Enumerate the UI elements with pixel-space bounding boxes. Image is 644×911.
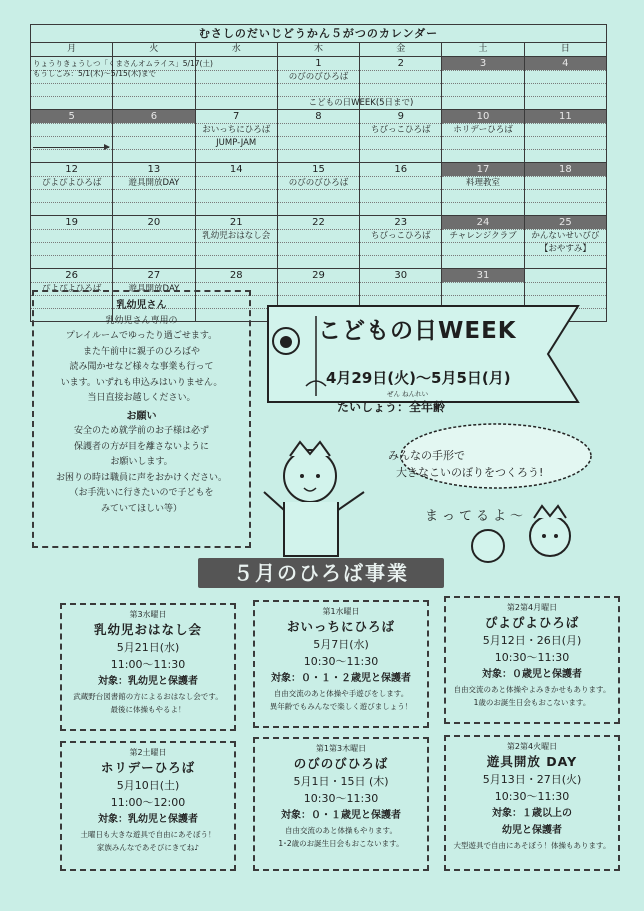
event-name: ぴよぴよひろば	[484, 615, 580, 630]
day-number: 10	[442, 110, 523, 123]
event-time: 10:30〜11:30	[494, 651, 570, 664]
info-line: また午前中に親子のひろばや	[82, 346, 200, 357]
day-number: 22	[312, 217, 325, 228]
calendar-day-cell	[360, 216, 442, 268]
day-number: 19	[65, 217, 78, 228]
day-event	[442, 189, 523, 202]
day-event	[113, 123, 194, 136]
event-weekday: 第3水曜日	[129, 610, 167, 619]
poster-slogan-2: 大きなこいのぼりをつくろう!	[396, 466, 544, 479]
calendar-day-cell	[196, 216, 278, 268]
day-number: 18	[525, 163, 606, 176]
day-event	[525, 83, 606, 96]
day-event	[113, 202, 194, 215]
day-number: 12	[65, 164, 78, 175]
day-event	[525, 136, 606, 149]
calendar-week-row	[31, 216, 606, 269]
event-weekday: 第2第4月曜日	[506, 603, 558, 612]
day-number	[525, 269, 606, 282]
event-target: 対象：０歳児と保護者	[482, 669, 582, 680]
day-number: 27	[147, 270, 161, 281]
day-number: 14	[229, 164, 243, 175]
day-event	[442, 83, 523, 96]
event-note: 土曜日も大きな遊具で自由にあそぼう！	[80, 830, 216, 839]
day-number: 25	[525, 216, 606, 229]
poster-target: たいしょう：全年齢	[337, 400, 446, 414]
event-time: 11:00〜12:00	[110, 796, 186, 809]
day-event: 【おやすみ】	[525, 242, 606, 255]
calendar-day-cell	[442, 110, 524, 162]
poster-slogan-1: みんなの手形で	[388, 449, 465, 462]
event-target: 対象：乳幼児と保護者	[98, 814, 198, 825]
calendar-week-row	[31, 163, 606, 216]
day-event: ホリデーひろば	[442, 123, 523, 136]
calendar-day-cell	[360, 163, 442, 215]
cooking-note-line2: もうしこみ：5/1(木)〜5/15(木)まで	[33, 69, 157, 78]
day-event	[278, 202, 359, 215]
event-weekday: 第1水曜日	[322, 607, 360, 616]
day-event	[31, 255, 112, 268]
event-date: 5月1日・15日 (木)	[293, 775, 389, 788]
calendar-day-cell	[196, 110, 278, 162]
day-event: ぴよぴよひろば	[31, 282, 112, 295]
day-event: 遊具開放DAY	[113, 282, 194, 295]
day-event	[360, 136, 441, 149]
day-event	[360, 202, 441, 215]
info-line: （お手洗いに行きたいので子どもを	[69, 488, 214, 498]
event-name: のびのびひろば	[293, 756, 389, 771]
day-event	[31, 96, 112, 109]
event-name: 乳幼児おはなし会	[93, 622, 202, 637]
event-box	[60, 603, 236, 731]
event-time: 10:30〜11:30	[303, 792, 379, 805]
event-note: 自由交流のあと体操やよみきかせもあります。	[453, 685, 611, 694]
day-number: 31	[442, 269, 523, 282]
info-line: 当日直接お越しください。	[87, 393, 196, 403]
event-note: 自由交流のあと体操もやります。	[285, 826, 397, 835]
day-number: 15	[312, 164, 325, 175]
day-event	[31, 202, 112, 215]
event-name: 遊具開放 DAY	[486, 754, 578, 769]
cooking-note-line1: りょうりきょうしつ「くまさんオムライス」5/17(土)	[33, 59, 213, 68]
day-event	[113, 136, 194, 149]
event-note: 家族みんなであそびにきてね♪	[96, 843, 200, 852]
event-time: 10:30〜11:30	[494, 790, 570, 803]
day-number: 13	[147, 164, 161, 175]
day-event	[360, 176, 441, 189]
event-box	[253, 737, 429, 871]
day-event	[525, 255, 606, 268]
day-event	[278, 83, 359, 96]
day-event	[525, 123, 606, 136]
day-event	[442, 202, 523, 215]
day-event: かんないせいびび	[525, 229, 606, 242]
day-event	[196, 83, 277, 96]
day-event	[442, 149, 523, 162]
span-arrow	[33, 147, 109, 148]
day-event	[360, 149, 441, 162]
event-target: 対象：０・１・２歳児と保護者	[271, 673, 411, 684]
poster-matteru: まってるよ〜	[425, 509, 528, 524]
day-event: 料理教室	[442, 176, 523, 189]
calendar-day-cell	[360, 110, 442, 162]
day-event	[196, 176, 277, 189]
day-event	[31, 189, 112, 202]
info-heading-request: お願い	[126, 410, 157, 422]
calendar-day-cell	[113, 216, 195, 268]
info-line: 読み聞かせなど様々な事業も行って	[69, 362, 214, 372]
info-line: お願いします。	[110, 457, 173, 467]
poster-dates: 4月29日(火)〜5月5日(月)	[326, 369, 511, 387]
day-event	[113, 255, 194, 268]
day-event	[525, 189, 606, 202]
day-number: 1	[315, 58, 322, 69]
day-event	[360, 189, 441, 202]
info-line: 乳幼児さん専用の	[105, 315, 178, 326]
day-event	[525, 176, 606, 189]
event-date: 5月7日(水)	[313, 638, 369, 651]
day-event	[31, 229, 112, 242]
day-event	[278, 229, 359, 242]
day-number: 9	[397, 111, 404, 122]
day-event	[196, 70, 277, 83]
day-event	[442, 242, 523, 255]
day-number: 21	[229, 217, 243, 228]
day-event	[360, 255, 441, 268]
section-title: ５月のひろば事業	[198, 558, 444, 588]
day-event: JUMP-JAM	[196, 136, 277, 149]
info-text-infants	[34, 314, 249, 407]
day-event	[31, 149, 112, 162]
day-number: 7	[233, 111, 240, 122]
calendar-day-cell	[113, 163, 195, 215]
day-number: 16	[394, 164, 408, 175]
day-event: 乳幼児おはなし会	[196, 229, 277, 242]
day-event	[196, 189, 277, 202]
day-number: 28	[229, 270, 243, 281]
calendar-day-cell	[113, 110, 195, 162]
weekday-header	[31, 43, 606, 57]
day-event: のびのびひろば	[278, 176, 359, 189]
weekday-label: 月	[31, 43, 113, 56]
day-number: 26	[65, 270, 78, 281]
weekday-label: 木	[278, 43, 360, 56]
day-number: 11	[525, 110, 606, 123]
event-date: 5月21日(水)	[116, 641, 180, 654]
day-number: 23	[394, 217, 408, 228]
day-number: 24	[442, 216, 523, 229]
info-text-request	[34, 424, 249, 517]
day-number: 29	[312, 270, 325, 281]
weekday-label: 土	[442, 43, 524, 56]
day-number: 30	[394, 270, 408, 281]
weekday-label: 火	[113, 43, 195, 56]
day-event: ぴよぴよひろば	[31, 176, 112, 189]
info-line: みていてほしい等）	[100, 503, 182, 514]
day-event	[196, 202, 277, 215]
day-event	[360, 242, 441, 255]
event-note: 武蔵野台図書館の方によるおはなし会です。	[73, 692, 223, 701]
calendar-day-cell	[442, 57, 524, 109]
day-event: チャレンジクラブ	[442, 229, 523, 242]
day-number: 2	[397, 58, 404, 69]
calendar-day-cell	[525, 110, 606, 162]
calendar-day-cell	[196, 163, 278, 215]
event-box	[444, 596, 620, 724]
day-event	[113, 96, 194, 109]
calendar-title: むさしのだいじどうかん５がつのカレンダー	[31, 25, 606, 43]
weekday-label: 金	[360, 43, 442, 56]
day-event	[113, 242, 194, 255]
event-name: ホリデーひろば	[100, 760, 196, 775]
may-calendar	[30, 24, 607, 322]
infant-info-box	[32, 290, 251, 548]
day-number: 8	[315, 111, 322, 122]
event-date: 5月10日(土)	[116, 779, 180, 792]
calendar-day-cell	[278, 163, 360, 215]
calendar-day-cell	[525, 163, 606, 215]
event-note: 1･2歳のお誕生日会もおこないます。	[278, 839, 404, 848]
day-event	[525, 96, 606, 109]
day-event	[113, 189, 194, 202]
event-note: 1歳のお誕生日会もおこないます。	[473, 698, 591, 707]
weekday-label: 水	[196, 43, 278, 56]
event-box	[444, 735, 620, 871]
day-event	[31, 83, 112, 96]
day-number: 17	[442, 163, 523, 176]
day-event	[442, 96, 523, 109]
day-event	[196, 149, 277, 162]
event-target: 幼児と保護者	[502, 825, 562, 836]
info-line: 安全のため就学前のお子様は必ず	[73, 426, 209, 436]
event-time: 11:00〜11:30	[110, 658, 186, 671]
event-target: 対象：１歳以上の	[492, 808, 572, 819]
day-event	[278, 282, 359, 295]
day-number: 5	[31, 110, 112, 123]
day-event	[113, 149, 194, 162]
day-event	[442, 70, 523, 83]
day-event	[196, 242, 277, 255]
info-line: プレイルームでゆったり過ごせます。	[65, 331, 218, 341]
calendar-day-cell	[31, 163, 113, 215]
day-event	[113, 83, 194, 96]
info-line: 保護者の方が目を離さないように	[73, 441, 209, 452]
info-heading-infants: 乳幼児さん	[116, 300, 167, 311]
day-event	[525, 70, 606, 83]
calendar-day-cell	[31, 110, 113, 162]
day-event	[525, 282, 606, 295]
day-event	[360, 83, 441, 96]
day-event: ちびっこひろば	[360, 123, 441, 136]
day-event: 遊具開放DAY	[113, 176, 194, 189]
day-event	[113, 229, 194, 242]
poster-ruby: ぜん ねんれい	[387, 390, 429, 398]
calendar-day-cell	[278, 216, 360, 268]
event-target: 対象：０・１歳児と保護者	[281, 810, 401, 821]
day-event	[31, 123, 112, 136]
day-event	[31, 242, 112, 255]
day-event	[196, 255, 277, 268]
day-number: 4	[525, 57, 606, 70]
calendar-day-cell	[31, 216, 113, 268]
calendar-day-cell	[525, 216, 606, 268]
day-event	[278, 123, 359, 136]
event-weekday: 第2土曜日	[129, 748, 167, 757]
day-event	[360, 282, 441, 295]
day-event	[442, 282, 523, 295]
day-event	[360, 70, 441, 83]
day-number: 3	[442, 57, 523, 70]
day-event: おいっちにひろば	[196, 123, 277, 136]
day-event	[278, 255, 359, 268]
day-event	[525, 202, 606, 215]
day-event	[278, 136, 359, 149]
day-event	[442, 255, 523, 268]
event-target: 対象：乳幼児と保護者	[98, 676, 198, 687]
info-line: お困りの時は職員に声をおかけください。	[55, 472, 227, 483]
event-note: 大型遊具で自由にあそぼう！体操もあります。	[453, 841, 611, 850]
event-note: 異年齢でもみんなで楽しく遊びましょう！	[269, 702, 413, 711]
calendar-day-cell	[442, 163, 524, 215]
day-event	[278, 149, 359, 162]
event-box	[253, 600, 429, 728]
event-weekday: 第2第4火曜日	[506, 742, 558, 751]
calendar-week-row	[31, 110, 606, 163]
event-weekday: 第1第3木曜日	[315, 744, 367, 753]
day-event: ちびっこひろば	[360, 229, 441, 242]
kodomo-week-span: こどもの日WEEK(5日まで)	[308, 98, 414, 108]
day-event	[196, 96, 277, 109]
event-time: 10:30〜11:30	[303, 655, 379, 668]
info-line: います。いずれも申込みはいりません。	[60, 377, 223, 388]
day-event	[278, 189, 359, 202]
calendar-day-cell	[525, 57, 606, 109]
event-note: 最後に体操もやるよ！	[110, 705, 186, 714]
day-number: 6	[113, 110, 194, 123]
calendar-day-cell	[278, 110, 360, 162]
day-event: のびのびひろば	[278, 70, 359, 83]
event-date: 5月12日・26日(月)	[482, 634, 582, 647]
event-box	[60, 741, 236, 871]
event-name: おいっちにひろば	[286, 619, 395, 634]
event-note: 自由交流のあと体操や手遊びをします。	[273, 689, 409, 698]
day-event	[525, 149, 606, 162]
day-event	[278, 242, 359, 255]
calendar-day-cell	[442, 216, 524, 268]
weekday-label: 日	[560, 44, 570, 54]
event-date: 5月13日・27日(火)	[482, 773, 582, 786]
day-event	[442, 136, 523, 149]
poster-title: こどもの日WEEK	[318, 318, 517, 344]
day-number: 20	[147, 217, 161, 228]
